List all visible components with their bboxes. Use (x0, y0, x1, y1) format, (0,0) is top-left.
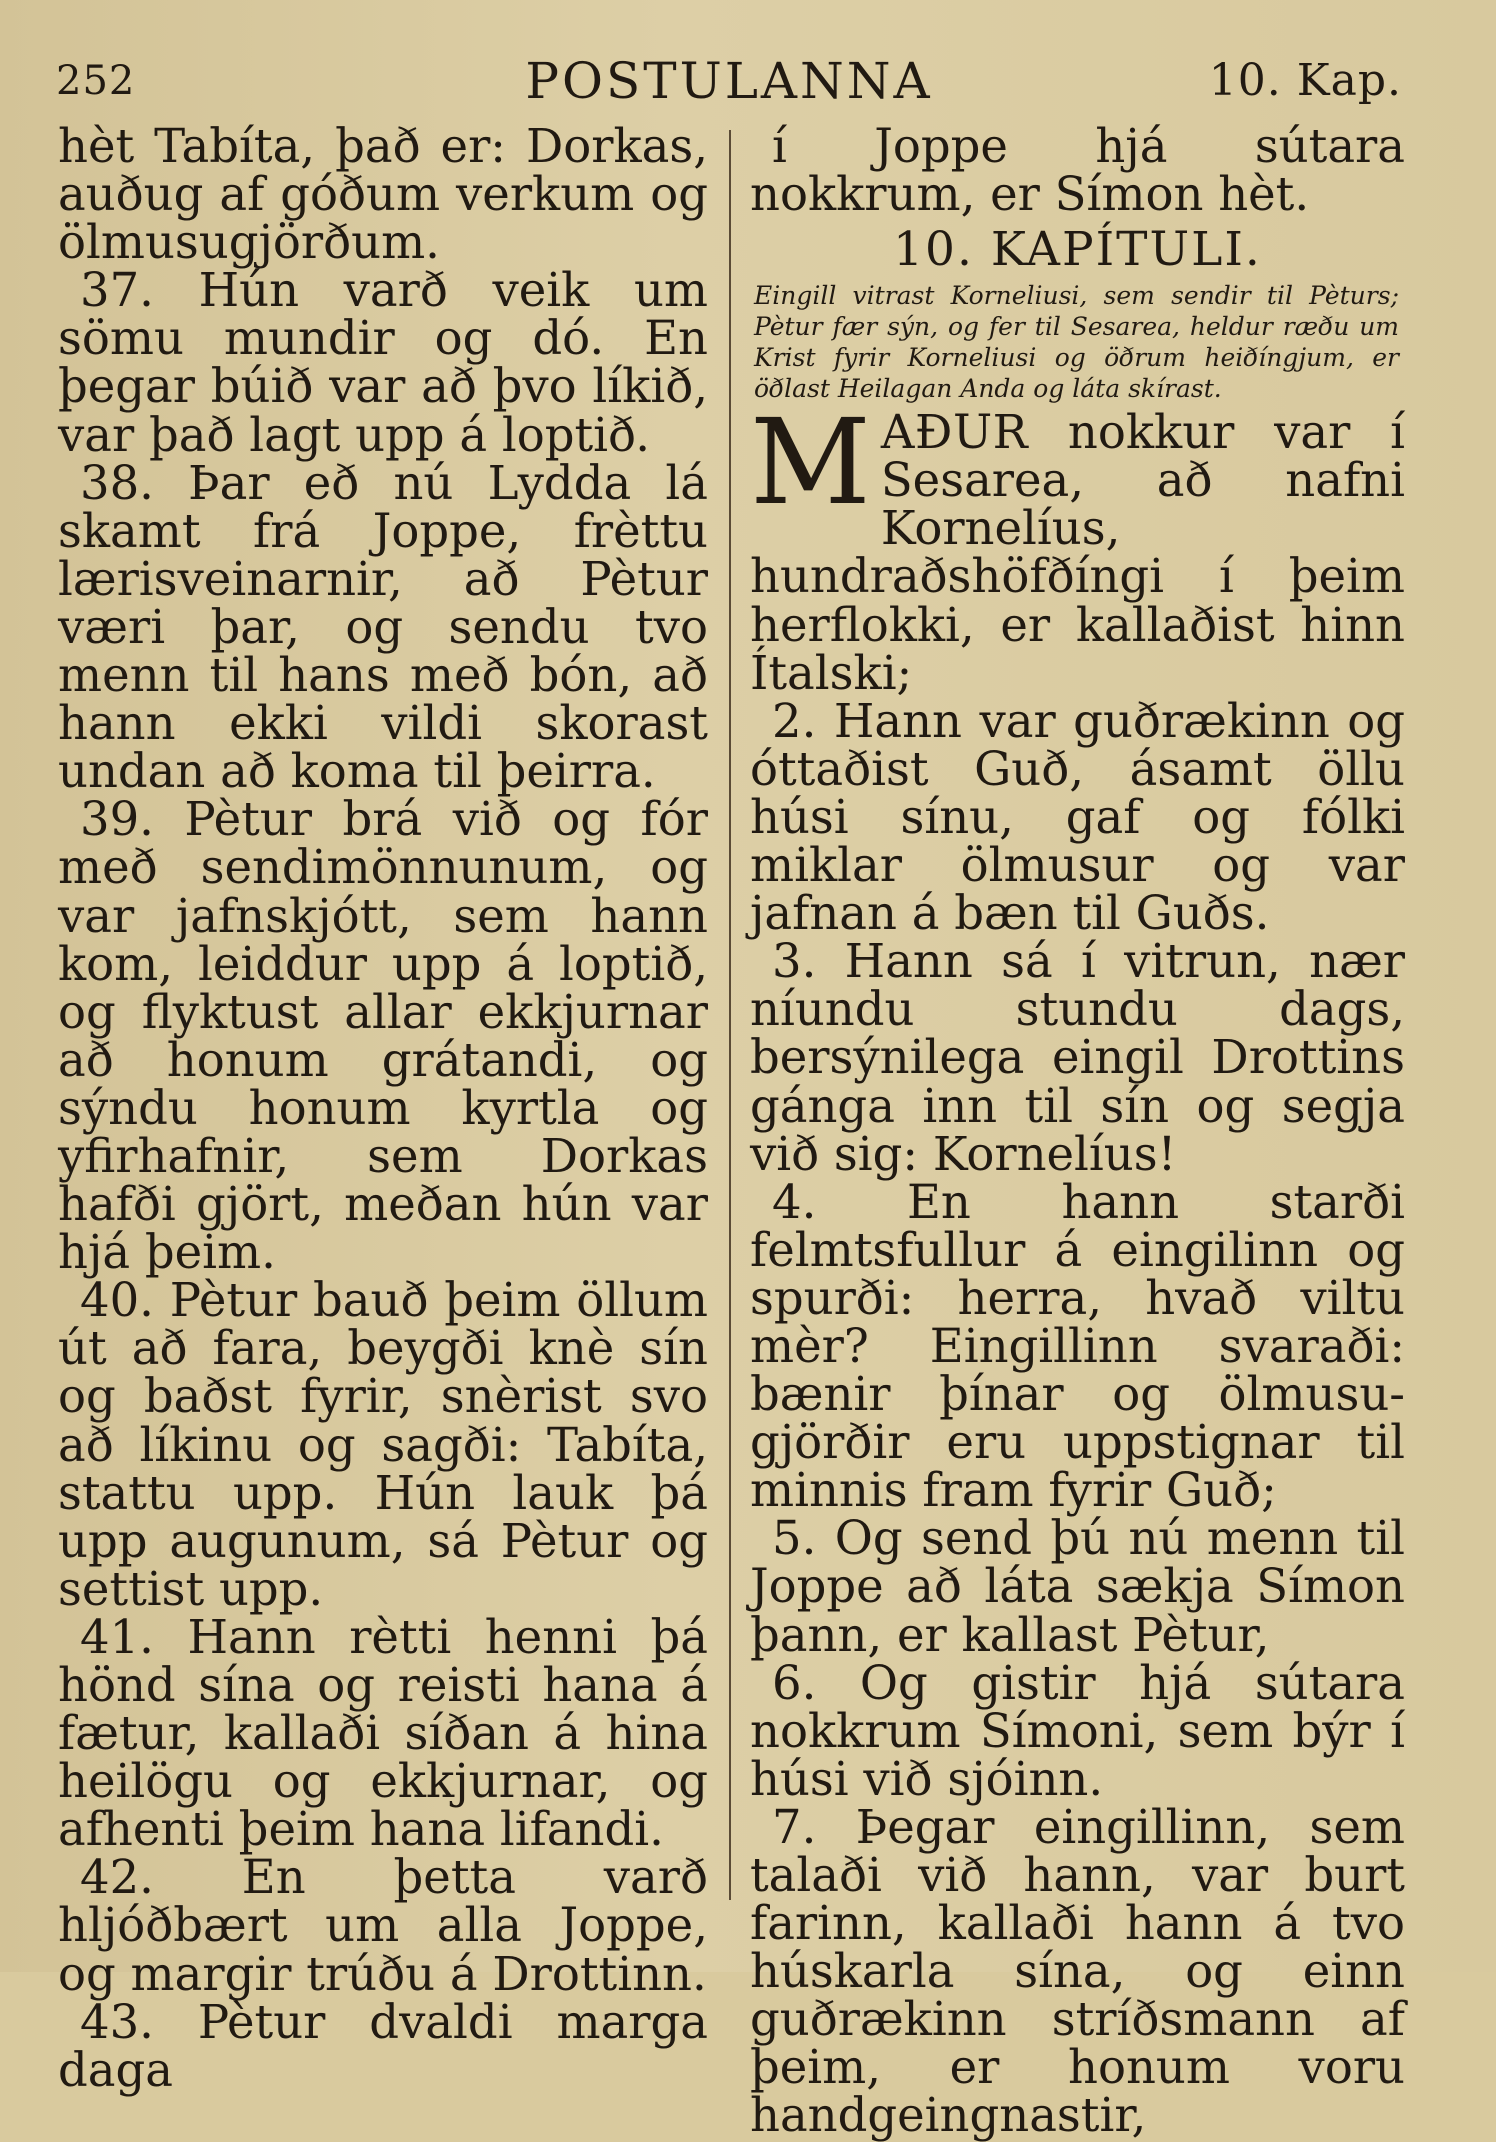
drop-cap: M (750, 393, 871, 532)
first-word-rest: AÐUR (880, 405, 1029, 460)
chapter-label: 10. Kap. (1208, 55, 1402, 106)
first-paragraph-text: nokkur var í Sesarea, að nafni Kornelíus, hundraðshöfðíngi í þeim herflokki, er kallaðist hinn Ítalski; (750, 405, 1405, 700)
verse-paragraph: 4. En hann starði felmtsfullur á eingilinn og spurði: herra, hvað viltu mèr? Eingillinn svaraði: bænir þínar og ölmusu-gjörðir eru uppstignar til minnis fram fyrir Guð; (750, 1174, 1405, 1518)
verse-paragraph: hèt Tabíta, það er: Dorkas, auðug af góðum verkum og ölmusugjörðum. (58, 119, 708, 270)
verse-paragraph: 7. Þegar eingillinn, sem talaði við hann, var burt farinn, kallaði hann á tvo húskarla sína, og einn guðrækinn stríðsmann af þeim, er honum voru handgeingnastir, (750, 1799, 1405, 2142)
verse-paragraph: 42. En þetta varð hljóðbært um alla Joppe, og margir trúðu á Drottinn. (58, 1850, 708, 2001)
verse-paragraph: 6. Og gistir hjá sútara nokkrum Símoni, sem býr í húsi við sjóinn. (750, 1655, 1405, 1806)
column-divider (729, 130, 731, 1900)
verse-paragraph: 40. Pètur bauð þeim öllum út að fara, beygði knè sín og baðst fyrir, snèrist svo að líkinu og sagði: Tabíta, stattu upp. Hún lauk þá upp augunum, sá Pètur og settist upp. (58, 1273, 708, 1616)
verse-paragraph: 41. Hann rètti henni þá hönd sína og reisti hana á fætur, kallaði síðan á hina heilögu og ekkjurnar, og afhenti þeim hana lifandi. (58, 1609, 708, 1857)
right-column (750, 119, 1405, 2142)
chapter-summary: Eingill vitrast Korneliusi, sem sendir til Pèturs; Pètur fær sýn, og fer til Sesarea, heldur ræðu um Krist fyrir Korneliusi og öðrum heiðíngjum, er öðlast Heilagan Anda og láta skírast. (754, 281, 1399, 404)
running-header (56, 46, 1402, 116)
running-title: POSTULANNA (525, 52, 933, 110)
verse-paragraph: 38. Þar eð nú Lydda lá skamt frá Joppe, frèttu lærisveinarnir, að Pètur væri þar, og sendu tvo menn til hans með bón, að hann ekki vildi skorast undan að koma til þeirra. (58, 455, 708, 799)
verse-paragraph: 43. Pètur dvaldi marga daga (58, 1994, 708, 2097)
verse-paragraph: 3. Hann sá í vitrun, nær níundu stundu dags, bersýnilega eingil Drottins gánga inn til sín og segja við sig: Kornelíus! (750, 934, 1405, 1181)
chapter-heading: 10. KAPÍTULI. (893, 222, 1262, 278)
chapter-opening-paragraph (750, 393, 1405, 700)
verse-paragraph: 37. Hún varð veik um sömu mundir og dó. En þegar búið var að þvo líkið, var það lagt upp á loptið. (58, 263, 708, 462)
left-column (58, 119, 708, 2097)
verse-paragraph: 5. Og send þú nú menn til Joppe að láta sækja Símon þann, er kallast Pètur, (750, 1511, 1405, 1662)
page-number: 252 (56, 58, 136, 104)
verse-paragraph: í Joppe hjá sútara nokkrum, er Símon hèt. (750, 119, 1405, 222)
verse-paragraph: 2. Hann var guðrækinn og óttaðist Guð, ásamt öllu húsi sínu, gaf og fólki miklar ölmusur og var jafnan á bæn til Guðs. (750, 693, 1405, 941)
verse-paragraph: 39. Pètur brá við og fór með sendimönnunum, og var jafnskjótt, sem hann kom, leiddur upp á loptið, og flyktust allar ekkjurnar að honum grátandi, og sýndu honum kyrtla og yfirhafnir, sem Dorkas hafði gjört, meðan hún var hjá þeim. (58, 792, 708, 1280)
